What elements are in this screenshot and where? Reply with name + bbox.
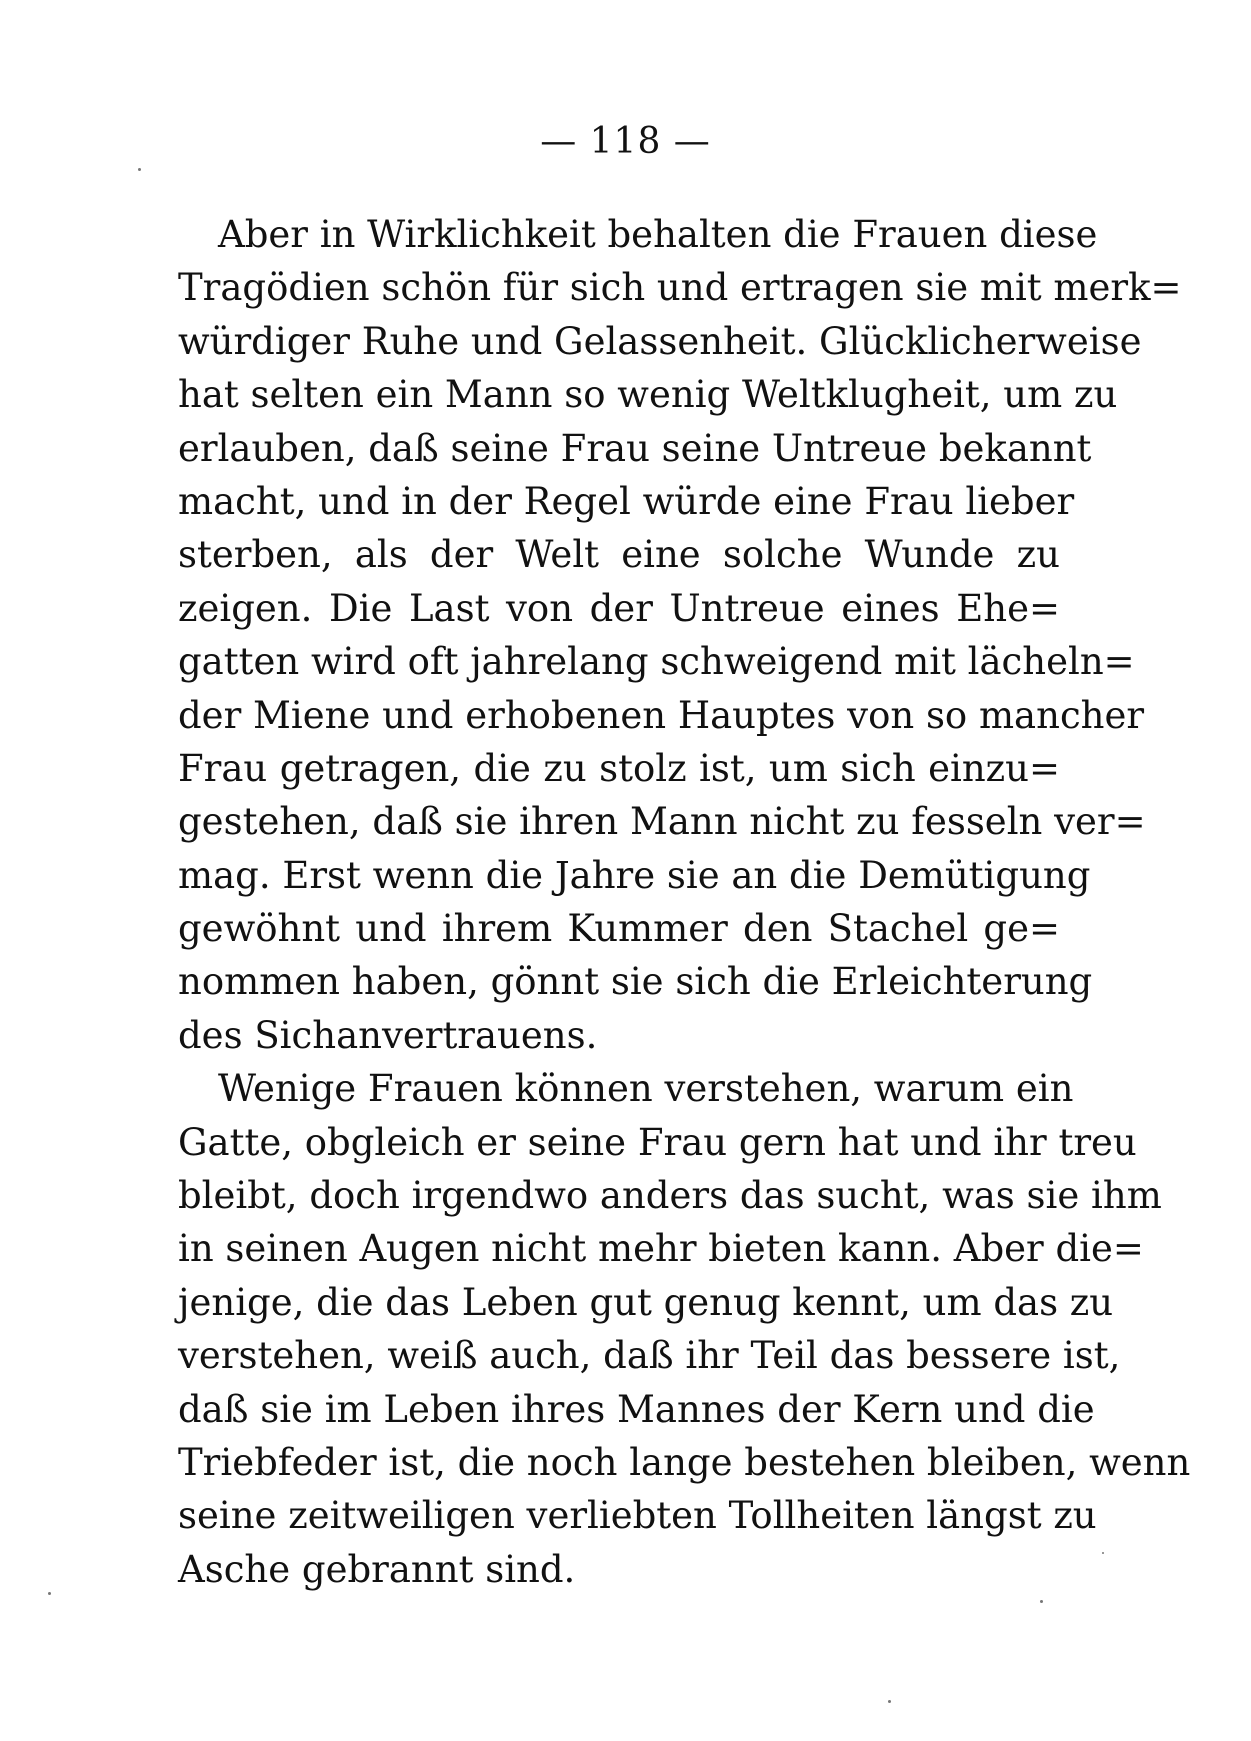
scan-speck [1102, 1552, 1104, 1554]
text-line: Wenige Frauen können verstehen, warum ein [218, 1067, 1074, 1111]
text-line: macht, und in der Regel würde eine Frau lieber [178, 479, 1075, 523]
scan-speck [888, 1700, 891, 1703]
text-line: Aber in Wirklichkeit behalten die Frauen diese [218, 213, 1098, 256]
paragraph-1 [178, 208, 1182, 1062]
text-line: bleibt, doch irgendwo anders das sucht, was sie ihm [178, 1174, 1162, 1218]
scan-speck [1040, 1600, 1043, 1603]
text-line: gewöhnt und ihrem Kummer den Stachel ge= [178, 907, 1060, 951]
paragraph-2 [178, 1062, 1191, 1596]
text-line: in seinen Augen nicht mehr bieten kann. Aber die= [178, 1227, 1144, 1271]
scan-speck [138, 168, 141, 171]
text-line: erlauben, daß seine Frau seine Untreue bekannt [178, 426, 1092, 470]
text-line: Tragödien schön für sich und ertragen sie mit merk= [178, 266, 1182, 310]
text-line: zeigen. Die Last von der Untreue eines Ehe= [178, 586, 1060, 630]
page-number: — 118 — [540, 121, 711, 162]
text-line: seine zeitweiligen verliebten Tollheiten längst zu [178, 1494, 1097, 1538]
scan-speck [48, 1592, 51, 1595]
text-line: verstehen, weiß auch, daß ihr Teil das bessere ist, [178, 1334, 1121, 1378]
text-line: daß sie im Leben ihres Mannes der Kern und die [178, 1387, 1095, 1431]
text-line: gatten wird oft jahrelang schweigend mit lächeln= [178, 640, 1135, 684]
text-line: jenige, die das Leben gut genug kennt, um das zu [178, 1280, 1114, 1324]
text-line: des Sichanvertrauens. [178, 1013, 598, 1057]
text-line: der Miene und erhobenen Hauptes von so mancher [178, 693, 1145, 737]
text-line: Frau getragen, die zu stolz ist, um sich einzu= [178, 746, 1060, 790]
text-line: Gatte, obgleich er seine Frau gern hat und ihr treu [178, 1120, 1137, 1164]
text-line: gestehen, daß sie ihren Mann nicht zu fesseln ver= [178, 800, 1146, 844]
text-line: Triebfeder ist, die noch lange bestehen bleiben, wenn [178, 1440, 1191, 1484]
body-text [178, 208, 1191, 1596]
text-line: Asche gebrannt sind. [178, 1547, 576, 1591]
text-line: nommen haben, gönnt sie sich die Erleichterung [178, 960, 1093, 1004]
text-line: hat selten ein Mann so wenig Weltklugheit, um zu [178, 373, 1118, 417]
text-line: sterben, als der Welt eine solche Wunde zu [178, 533, 1060, 577]
text-line: würdiger Ruhe und Gelassenheit. Glücklicherweise [178, 319, 1142, 363]
text-line: mag. Erst wenn die Jahre sie an die Demütigung [178, 853, 1091, 897]
